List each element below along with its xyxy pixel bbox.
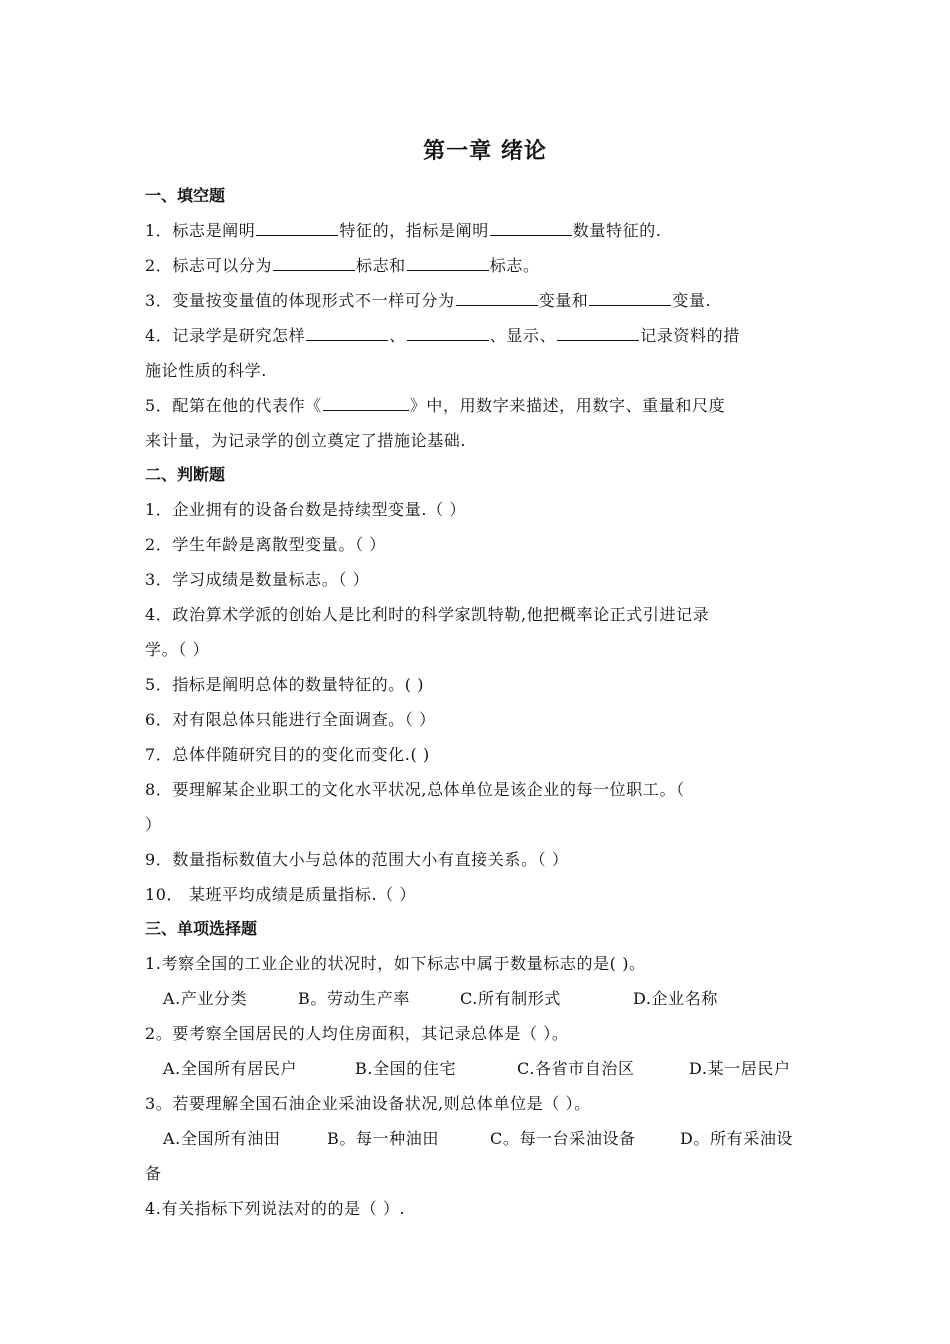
tf-item: 9．数量指标数值大小与总体的范围大小有直接关系。（ ） (145, 850, 569, 869)
fill-q1 (145, 213, 815, 248)
fill-q3 (145, 283, 815, 318)
blank-line (273, 252, 355, 271)
option-a: A.全国所有居民户 (163, 1059, 298, 1078)
tf-item: 2．学生年龄是离散型变量。（ ） (145, 535, 386, 554)
mc-q4-stem: 4.有关指标下列说法对的的是（ ）. (145, 1199, 406, 1218)
mc-q1-stem: 1.考察全国的工业企业的状况时，如下标志中属于数量标志的是( )。 (145, 954, 646, 973)
option-d: D.企业名称 (633, 989, 718, 1008)
text: 记录资料的措 (640, 326, 740, 345)
blank-line (589, 287, 671, 306)
text: 、显示、 (489, 326, 557, 345)
text: 2．标志可以分为 (145, 256, 272, 275)
option-b: B。劳动生产率 (298, 989, 410, 1008)
mc-q2-stem: 2。要考察全国居民的人均住房面积，其记录总体是（ ）。 (145, 1024, 569, 1043)
text: 1．标志是阐明 (145, 221, 256, 240)
section-heading-fill-blank: 一、填空题 (145, 186, 226, 205)
text: 3．变量按变量值的体现形式不一样可分为 (145, 291, 455, 310)
mc-q1-options (145, 981, 815, 1016)
tf-item: 1．企业拥有的设备台数是持续型变量.（ ） (145, 500, 466, 519)
option-d: D。所有采油设 (680, 1129, 794, 1148)
blank-line (456, 287, 538, 306)
text: 5．配第在他的代表作《 (145, 396, 322, 415)
fill-q4 (145, 318, 815, 353)
option-a: A.全国所有油田 (163, 1129, 281, 1148)
tf-item: ） (145, 815, 162, 834)
option-c: C.各省市自治区 (517, 1059, 635, 1078)
tf-item: 学。（ ） (145, 640, 210, 659)
blank-line (256, 217, 338, 236)
tf-item: 4．政治算术学派的创始人是比利时的科学家凯特勒,他把概率论正式引进记录 (145, 605, 710, 624)
fill-q4-cont: 施论性质的科学. (145, 361, 267, 380)
tf-item: 10． 某班平均成绩是质量指标.（ ） (145, 885, 417, 904)
option-a: A.产业分类 (163, 989, 248, 1008)
section-heading-single-choice: 三、单项选择题 (145, 919, 258, 938)
tf-item: 3．学习成绩是数量标志。（ ） (145, 570, 370, 589)
text: 特征的，指标是阐明 (339, 221, 489, 240)
fill-q5 (145, 388, 815, 423)
tf-item: 7．总体伴随研究目的的变化而变化.( ) (145, 745, 430, 764)
text: 4．记录学是研究怎样 (145, 326, 306, 345)
section-heading-true-false: 二、判断题 (145, 465, 226, 484)
tf-item: 8．要理解某企业职工的文化水平状况,总体单位是该企业的每一位职工。（ (145, 780, 685, 799)
option-b: B.全国的住宅 (355, 1059, 457, 1078)
fill-q2 (145, 248, 815, 283)
tf-item: 5．指标是阐明总体的数量特征的。( ) (145, 675, 425, 694)
blank-line (557, 322, 639, 341)
text: 、 (389, 326, 406, 345)
text: 》中，用数字来描述，用数字、重量和尺度 (409, 396, 726, 415)
mc-q3-wrap: 备 (145, 1164, 162, 1183)
text: 数量特征的. (572, 221, 662, 240)
option-b: B。每一种油田 (327, 1129, 439, 1148)
text: 变量. (672, 291, 712, 310)
text: 变量和 (538, 291, 589, 310)
fill-q5-cont: 来计量，为记录学的创立奠定了措施论基础. (145, 431, 467, 450)
text: 标志和 (355, 256, 406, 275)
mc-q3-stem: 3。若要理解全国石油企业采油设备状况,则总体单位是（ ）。 (145, 1094, 591, 1113)
chapter-title: 第一章 绪论 (423, 139, 547, 164)
text: 标志。 (489, 256, 540, 275)
blank-line (407, 252, 489, 271)
blank-line (407, 322, 489, 341)
option-c: C。每一台采油设备 (490, 1129, 636, 1148)
tf-item: 6．对有限总体只能进行全面调查。（ ） (145, 710, 436, 729)
option-d: D.某一居民户 (689, 1059, 791, 1078)
document-page (145, 128, 815, 1226)
blank-line (323, 392, 409, 411)
mc-q2-options (145, 1051, 815, 1086)
blank-line (490, 217, 572, 236)
blank-line (306, 322, 388, 341)
mc-q3-options (145, 1121, 815, 1156)
option-c: C.所有制形式 (460, 989, 561, 1008)
